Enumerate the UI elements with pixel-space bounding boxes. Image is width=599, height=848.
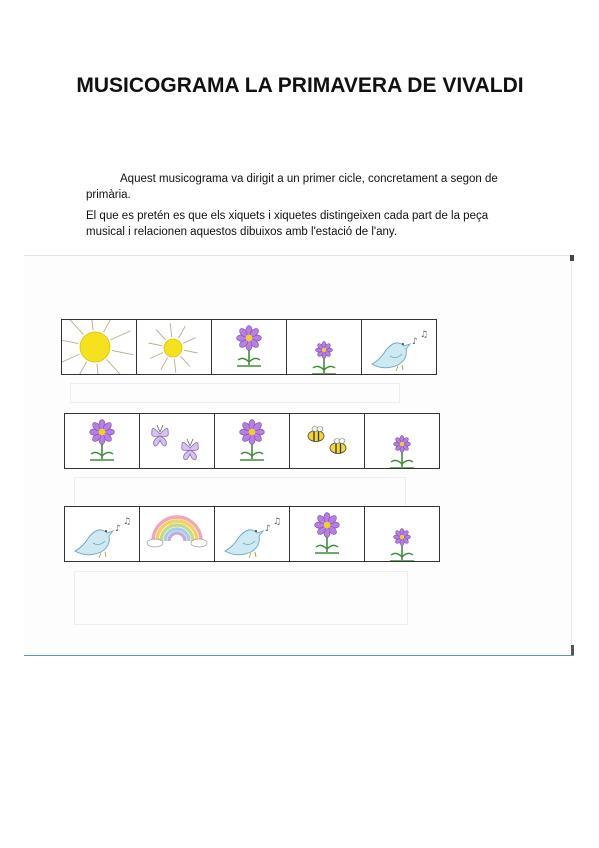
musicogram-cell	[290, 507, 365, 561]
small-flower-icon	[365, 414, 439, 468]
faint-guide-box	[74, 477, 406, 509]
svg-text:♫: ♫	[123, 517, 132, 527]
musicogram-cell	[140, 414, 215, 468]
musicogram-cell	[65, 414, 140, 468]
page-title: MUSICOGRAMA LA PRIMAVERA DE VIVALDI	[76, 74, 524, 97]
musicogram-cell	[212, 320, 287, 374]
singing-bird-icon	[65, 507, 139, 561]
intro-paragraph: Aquest musicograma va dirigit a un primer cicle, concretament a segon de primària.	[86, 173, 498, 201]
big-flower-icon	[65, 414, 139, 468]
scan-corner-mark	[571, 645, 574, 655]
big-flower-icon	[290, 507, 364, 561]
small-flower-icon	[365, 507, 439, 561]
musicogram-cell	[65, 507, 140, 561]
scanned-musicogram	[24, 255, 574, 656]
musicogram-cell	[215, 507, 290, 561]
singing-bird-icon	[215, 507, 289, 561]
musicogram-cell	[362, 320, 436, 374]
big-flower-icon	[215, 414, 289, 468]
musicogram-cell	[365, 507, 439, 561]
small-sun-icon	[137, 320, 211, 374]
svg-text:♫: ♫	[420, 330, 429, 340]
musicogram-row-1	[61, 319, 437, 375]
svg-text:♪: ♪	[115, 524, 121, 534]
musicogram-cell	[215, 414, 290, 468]
musicogram-cell	[140, 507, 215, 561]
faint-guide-box	[70, 383, 400, 403]
svg-text:♫: ♫	[273, 517, 282, 527]
musicogram-cell	[137, 320, 212, 374]
musicogram-cell	[62, 320, 137, 374]
scan-corner-mark	[570, 255, 574, 261]
purpose-paragraph: El que es pretén es que els xiquets i xiquetes distingeixen cada part de la peça musical i relacionen aquestos dibuixos amb l'estació de l'any.	[86, 210, 489, 238]
musicogram-cell	[365, 414, 439, 468]
butterflies-icon	[140, 414, 214, 468]
small-flower-icon	[287, 320, 361, 374]
musicogram-row-3	[64, 506, 440, 562]
scan-right-edge	[571, 255, 572, 655]
musicogram-cell	[290, 414, 365, 468]
big-flower-icon	[212, 320, 286, 374]
faint-guide-box	[74, 571, 408, 625]
musicogram-cell	[287, 320, 362, 374]
rainbow-icon	[140, 507, 214, 561]
svg-text:♪: ♪	[265, 524, 271, 534]
singing-bird-icon	[362, 320, 436, 374]
bees-icon	[290, 414, 364, 468]
big-sun-icon	[62, 320, 136, 374]
musicogram-row-2	[64, 413, 440, 469]
scan-top-edge	[24, 255, 570, 256]
svg-text:♪: ♪	[412, 337, 418, 347]
